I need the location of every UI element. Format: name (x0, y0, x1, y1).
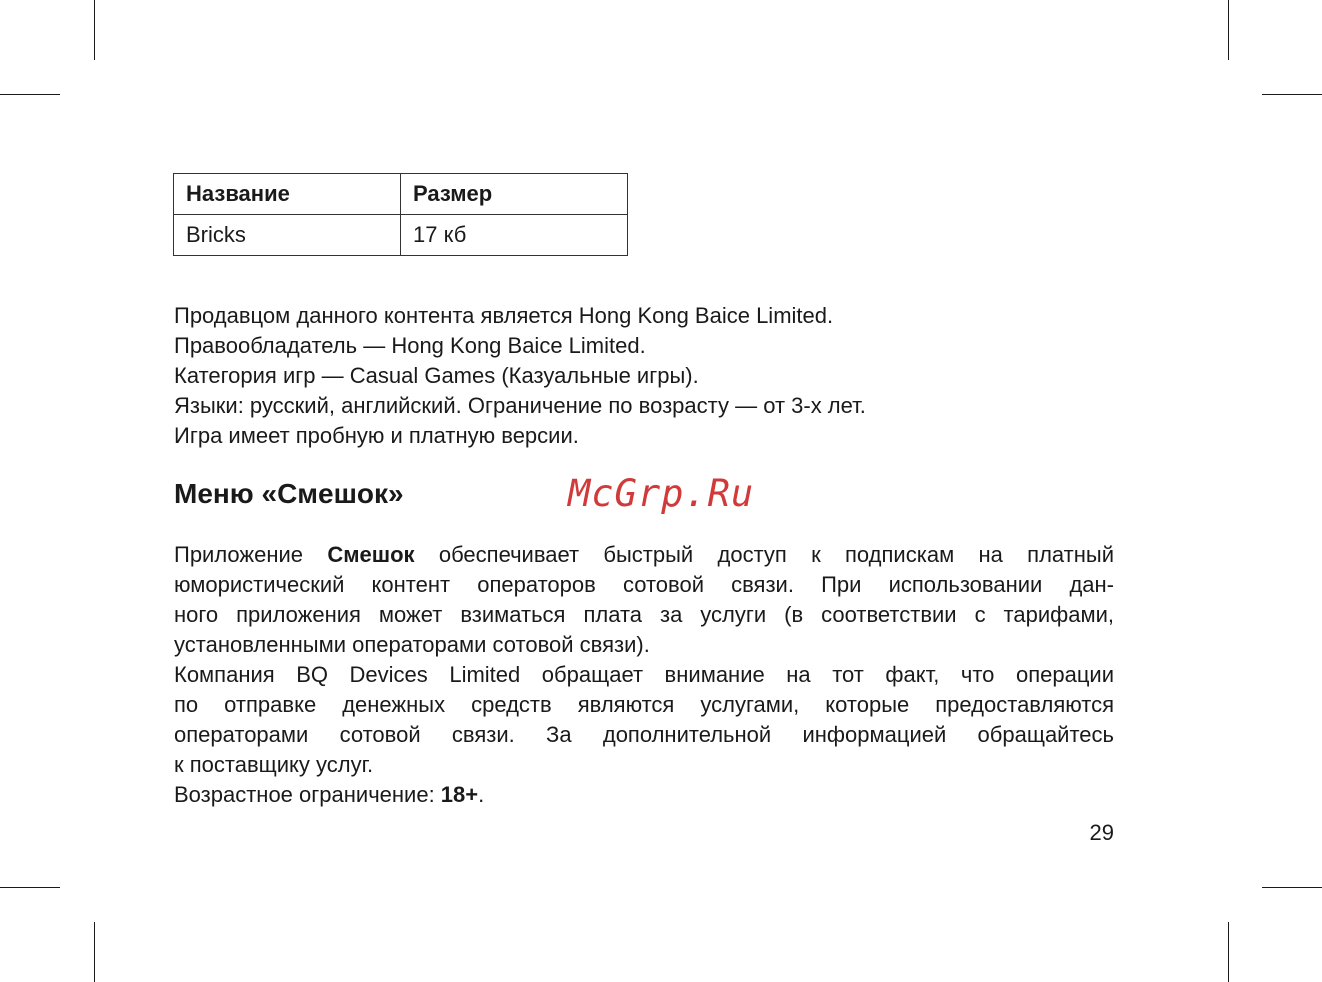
info-line-seller: Продавцом данного контента является Hong Kong Baice Limited. (174, 303, 834, 328)
info-line-category: Категория игр — Casual Games (Казуальные игры). (174, 363, 699, 388)
game-info-table (173, 173, 628, 256)
table-header-size: Размер (401, 174, 628, 215)
body-line: к поставщику услуг. (174, 752, 374, 777)
page-number: 29 (1089, 820, 1114, 845)
crop-mark (94, 0, 95, 60)
body-text: Приложение (174, 542, 328, 567)
crop-mark (94, 922, 95, 982)
table-cell-size: 17 кб (401, 215, 628, 256)
age-limit-line (174, 780, 1114, 810)
body-line: по отправке денежных средств являются услугами, которые предоставляются (174, 692, 1114, 717)
body-line: Компания BQ Devices Limited обращает внимание на тот факт, что операции (174, 662, 1114, 687)
body-line: установленными операторами сотовой связи). (174, 632, 650, 657)
age-value: 18+ (440, 782, 479, 807)
section-title: Меню «Смешок» (174, 478, 404, 509)
body-line: ного приложения может взиматься плата за услуги (в соответствии с тарифами, (174, 602, 1114, 627)
section-body (174, 540, 1114, 810)
table-cell-name: Bricks (174, 215, 401, 256)
watermark: McGrp.Ru (568, 472, 755, 515)
info-line-versions: Игра имеет пробную и платную версии. (174, 423, 579, 448)
crop-mark (1262, 94, 1322, 95)
info-line-languages: Языки: русский, английский. Ограничение по возрасту — от 3-х лет. (174, 393, 866, 418)
body-line: юмористический контент операторов сотовой связи. При использовании дан- (174, 572, 1114, 597)
game-info-block (174, 301, 1114, 451)
crop-mark (1262, 887, 1322, 888)
crop-mark (1228, 922, 1229, 982)
info-line-rightholder: Правообладатель — Hong Kong Baice Limited. (174, 333, 646, 358)
crop-mark (0, 887, 60, 888)
body-text: обеспечивает быстрый доступ к подпискам на платный (414, 542, 1114, 567)
body-line: операторами сотовой связи. За дополнительной информацией обращайтесь (174, 722, 1114, 747)
body-line (174, 540, 1114, 570)
table-row (174, 215, 628, 256)
crop-mark (0, 94, 60, 95)
table-header-name: Название (174, 174, 401, 215)
age-end: . (478, 782, 485, 807)
age-label: Возрастное ограничение: (174, 782, 441, 807)
app-name: Смешок (327, 542, 415, 567)
table-header-row (174, 174, 628, 215)
crop-mark (1228, 0, 1229, 60)
